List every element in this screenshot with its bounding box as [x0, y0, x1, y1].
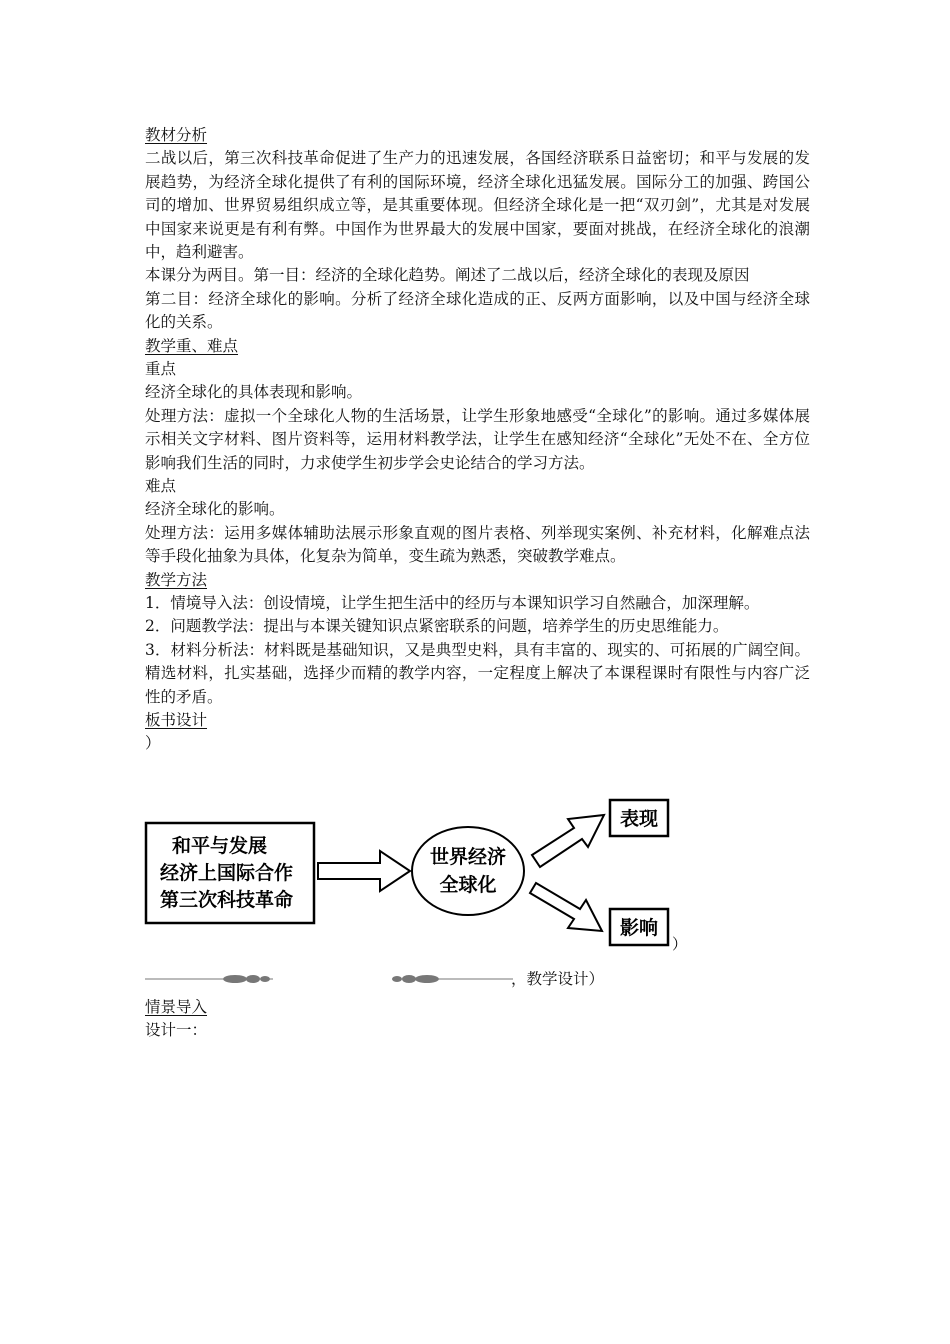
arrow-up-right-icon — [532, 815, 604, 867]
analysis-paragraph-2-line-1: 本课分为两目。第一目：经济的全球化趋势。阐述了二战以后，经济全球化的表现及原因 — [145, 266, 750, 285]
arrow-down-right-icon — [530, 883, 602, 931]
ornament-right-icon — [392, 975, 439, 983]
globalization-ellipse — [412, 827, 524, 915]
difficult-point-content: 经济全球化的影响。 — [145, 500, 285, 519]
cause-text-2: 经济上国际合作 — [160, 862, 294, 884]
board-design-diagram — [140, 795, 700, 955]
method-item-2: 2．问题教学法：提出与本课关键知识点紧密联系的问题，培养学生的历史思维能力。 — [145, 617, 729, 636]
design-one-label: 设计一： — [145, 1021, 208, 1040]
cause-text-3: 第三次科技革命 — [160, 889, 294, 911]
analysis-paragraph-2-rest: 第二目：经济全球化的影响。分析了经济全球化造成的正、反两方面影响，以及中国与经济全球化的关系。 — [145, 289, 810, 332]
key-point-label: 重点 — [145, 360, 177, 379]
section-divider — [145, 968, 665, 992]
arrow-right-icon — [318, 851, 410, 891]
paren-line: ） — [145, 734, 161, 753]
after-divider-body — [145, 996, 810, 1043]
cause-text-1: 和平与发展 — [172, 835, 268, 857]
outcome-text-manifestation: 表现 — [619, 808, 659, 830]
section-heading-analysis: 教材分析 — [145, 126, 208, 144]
difficult-point-label: 难点 — [145, 477, 177, 496]
method-item-3: 3．材料分析法：材料既是基础知识，又是典型史料，具有丰富的、现实的、可拓展的广阔空间。精选材料，扎实基础，选择少而精的教学内容，一定程度上解决了本课程课时有限性与内容广泛性的矛盾。 — [145, 640, 810, 706]
method-item-1: 1．情境导入法：创设情境，让学生把生活中的经历与本课知识学习自然融合，加深理解。 — [145, 594, 760, 612]
center-text-2: 全球化 — [439, 874, 497, 896]
difficult-point-method: 处理方法：运用多媒体辅助法展示形象直观的图片表格、列举现实案例、补充材料，化解难点法等手段化抽象为具体，化复杂为简单，变生疏为熟悉，突破教学难点。 — [145, 523, 810, 566]
section-heading-methods: 教学方法 — [145, 570, 208, 589]
section-heading-key-points: 教学重、难点 — [145, 336, 239, 355]
outcome-text-impact: 影响 — [619, 917, 659, 939]
analysis-paragraph-1: 二战以后，第三次科技革命促进了生产力的迅速发展，各国经济联系日益密切；和平与发展的发展趋势，为经济全球化提供了有利的国际环境，经济全球化迅猛发展。国际分工的加强、跨国公司的增加、世界贸易组织成立等，是其重要体现。但经济全球化是一把“双刃剑”，尤其是对发展中国家来说更是有利有弊。中国作为世界最大的发展中国家，要面对挑战，在经济全球化的浪潮中，趋利避害。 — [145, 149, 810, 262]
section-heading-intro: 情景导入 — [145, 998, 208, 1016]
divider-label: ，教学设计） — [511, 970, 605, 988]
key-point-method: 处理方法：虚拟一个全球化人物的生活场景，让学生形象地感受“全球化”的影响。通过多媒体展示相关文字材料、图片资料等，运用材料教学法，让学生在感知经济“全球化”无处不在、全方位影响我们生活的同时，力求使学生初步学会史论结合的学习方法。 — [145, 406, 810, 472]
center-text-1: 世界经济 — [429, 846, 507, 868]
section-heading-board-design: 板书设计 — [145, 711, 208, 729]
ornament-left-icon — [223, 975, 270, 983]
diagram-trailing-paren: ） — [672, 935, 688, 953]
key-point-content: 经济全球化的具体表现和影响。 — [145, 383, 363, 402]
document-body — [145, 124, 810, 756]
